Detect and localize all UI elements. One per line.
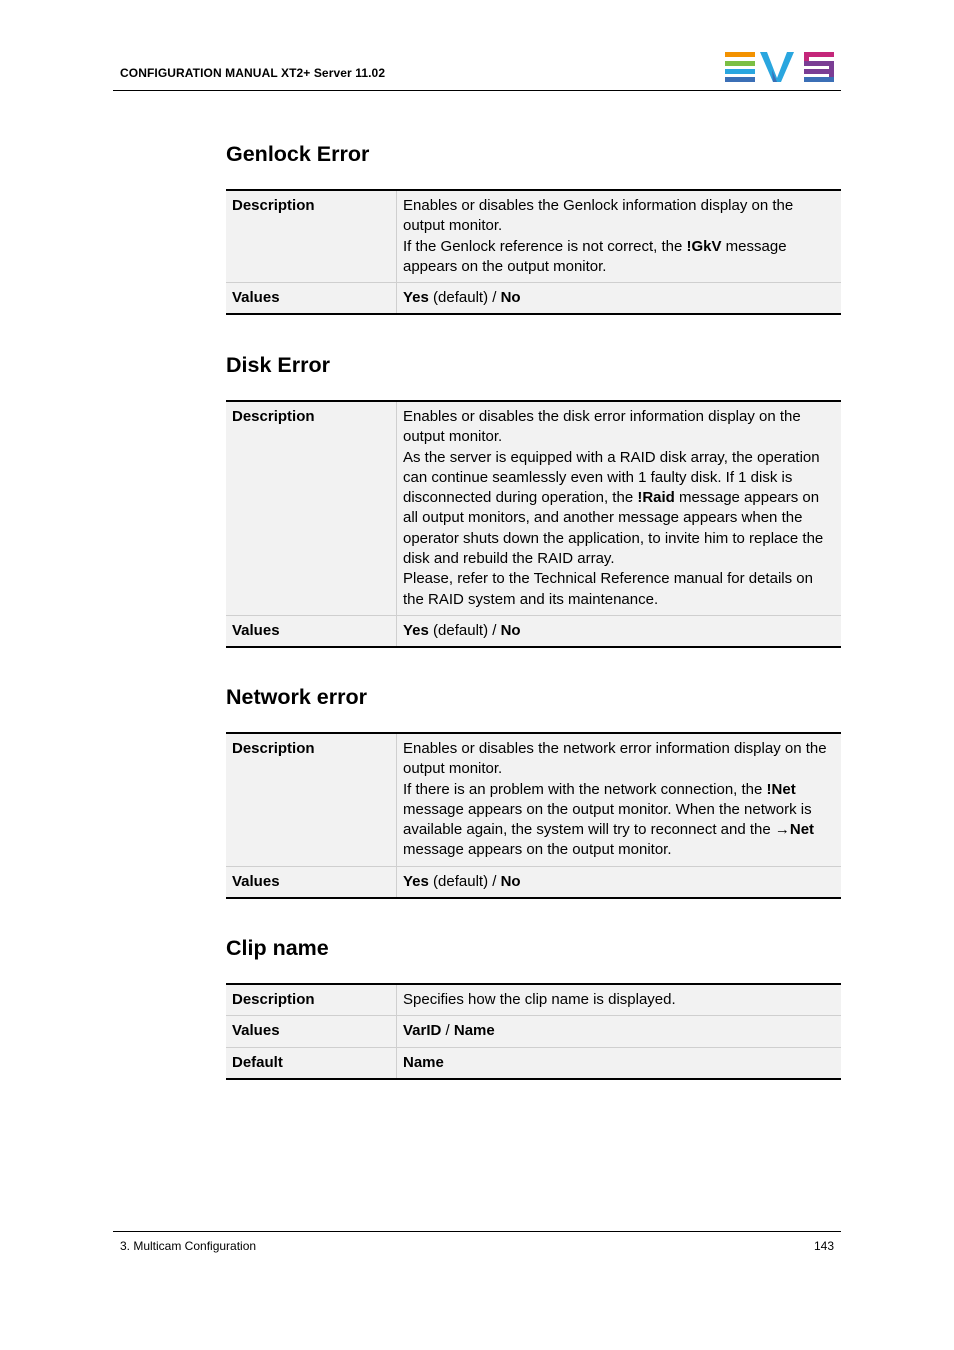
description-text: Enables or disables the Genlock information display on the output monitor. <box>403 197 794 235</box>
section-network-error <box>226 685 841 890</box>
section-heading: Genlock Error <box>226 142 370 166</box>
description-cell <box>397 401 842 615</box>
section-heading: Network error <box>226 685 367 709</box>
description-text: Specifies how the clip name is displayed. <box>403 991 676 1008</box>
description-text: If there is an problem with the network connection, the !Net message appears on the output monitor. When the network is available again, the system will try to reconnect and the →Net message appears on the output monitor. <box>403 780 815 859</box>
row-label: Values <box>226 283 397 315</box>
values-cell: VarID / Name <box>403 1022 495 1040</box>
section-heading: Disk Error <box>226 353 330 377</box>
message-code: !GkV <box>686 237 722 255</box>
row-label: Description <box>226 984 397 1016</box>
row-label: Values <box>226 1016 397 1047</box>
message-code: !Net <box>766 780 796 798</box>
row-label: Description <box>226 733 397 866</box>
footer-chapter: 3. Multicam Configuration <box>120 1239 257 1253</box>
header-rule <box>113 90 841 91</box>
footer-rule <box>113 1231 841 1232</box>
section-clip-name <box>226 936 841 1071</box>
table-row-description <box>226 190 841 283</box>
message-code: →Net <box>774 821 815 839</box>
table-row-description <box>226 984 841 1016</box>
values-cell: Yes (default) / No <box>403 872 521 890</box>
description-text: As the server is equipped with a RAID disk array, the operation can continue seamlessly even with 1 faulty disk. If 1 disk is disconnected during operation, the !Raid message appears on all output monitors, and another message appears when the operator shuts down the application, to invite him to replace the disk and rebuild the RAID array. <box>403 448 824 568</box>
property-table <box>226 983 841 1080</box>
row-label: Values <box>226 866 397 898</box>
section-disk-error <box>226 353 841 639</box>
property-table <box>226 400 841 648</box>
page-number: 143 <box>813 1239 834 1253</box>
description-text: Enables or disables the disk error information display on the output monitor. <box>403 408 801 446</box>
table-row-values <box>226 283 841 315</box>
section-genlock-error <box>226 142 841 307</box>
table-row-values <box>226 615 841 647</box>
table-row-description <box>226 401 841 615</box>
row-label: Values <box>226 615 397 647</box>
description-cell <box>397 733 842 866</box>
property-table <box>226 189 841 315</box>
table-row-default <box>226 1047 841 1079</box>
description-text: Please, refer to the Technical Reference manual for details on the RAID system and its maintenance. <box>403 570 813 608</box>
default-value: Name <box>403 1053 444 1071</box>
row-label: Description <box>226 190 397 283</box>
evs-logo <box>724 52 836 82</box>
values-cell: Yes (default) / No <box>403 289 521 307</box>
message-code: !Raid <box>637 489 675 507</box>
description-text: If the Genlock reference is not correct, the !GkV message appears on the output monitor. <box>403 237 787 275</box>
table-row-description <box>226 733 841 866</box>
property-table <box>226 732 841 899</box>
description-cell <box>397 190 842 283</box>
description-text: Enables or disables the network error information display on the output monitor. <box>403 740 827 778</box>
row-label: Description <box>226 401 397 615</box>
running-header-title: CONFIGURATION MANUAL XT2+ Server 11.02 <box>120 66 386 80</box>
table-row-values <box>226 1016 841 1047</box>
table-row-values <box>226 866 841 898</box>
section-heading: Clip name <box>226 936 329 960</box>
values-cell: Yes (default) / No <box>403 621 521 639</box>
row-label: Default <box>226 1047 397 1079</box>
